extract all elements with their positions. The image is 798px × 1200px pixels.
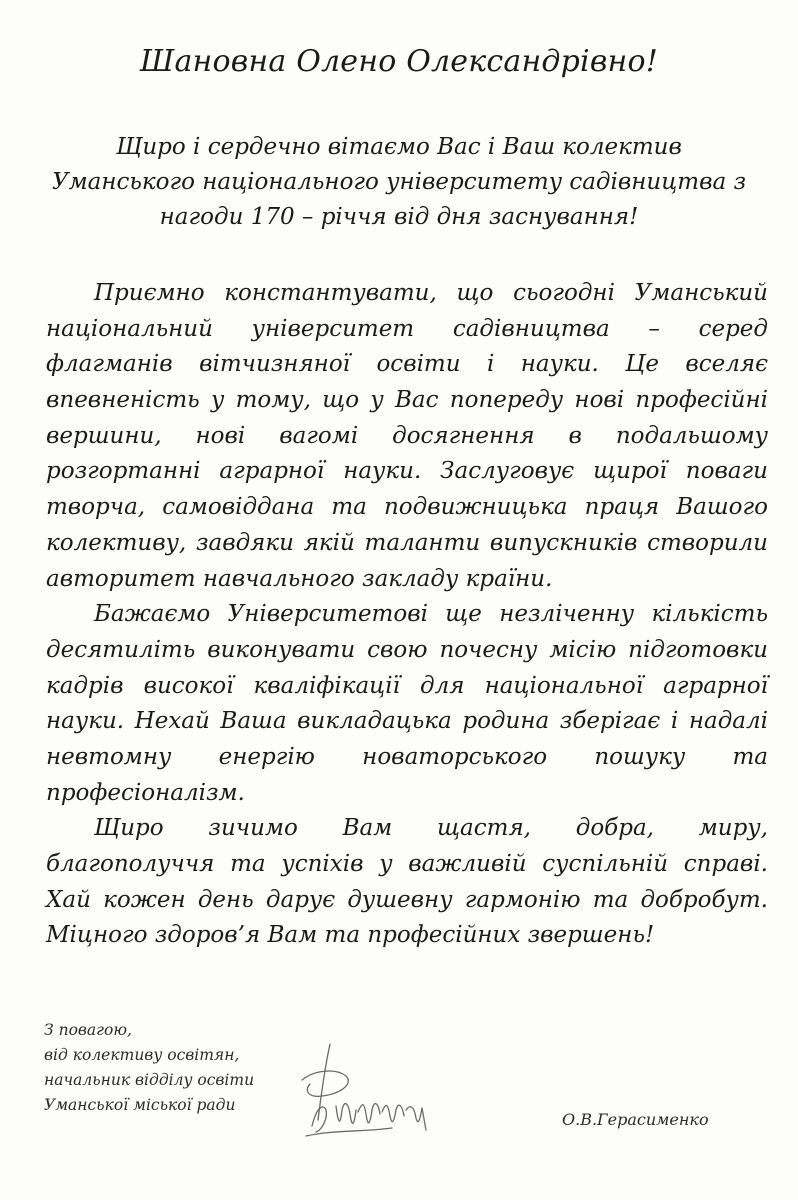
body-line: авторитет навчального закладу країни. bbox=[46, 565, 553, 592]
body-line: кадрів високої кваліфікації для національної аграрної bbox=[46, 672, 768, 699]
signer-name: О.В.Герасименко bbox=[562, 1110, 709, 1129]
intro-line: Щиро і сердечно вітаємо Вас і Ваш колектив bbox=[116, 134, 682, 160]
intro-line: Уманського національного університету садівництва з bbox=[51, 169, 747, 195]
body-line: вершини, нові вагомі досягнення в подальшому bbox=[46, 422, 768, 449]
body-line: благополуччя та успіхів у важливій суспільній справі. bbox=[46, 851, 768, 877]
intro-line: нагоди 170 – річчя від дня заснування! bbox=[159, 204, 639, 230]
closing-line: начальник відділу освіти bbox=[44, 1071, 255, 1089]
letter-body bbox=[46, 276, 768, 954]
body-line: Приємно константувати, що сьогодні Уманський bbox=[94, 280, 768, 306]
body-line: Бажаємо Університетові ще незліченну кількість bbox=[94, 601, 768, 628]
body-line: невтомну енергію новаторського пошуку та bbox=[46, 743, 768, 770]
body-line: Хай кожен день дарує душевну гармонію та добробут. bbox=[46, 886, 768, 913]
body-line: творча, самовіддана та подвижницька праця Вашого bbox=[46, 494, 768, 521]
body-line: флагманів вітчизняної освіти і науки. Це вселяє bbox=[46, 351, 768, 378]
body-line: Міцного здоров’я Вам та професійних звершень! bbox=[46, 922, 655, 949]
closing-line: З повагою, bbox=[44, 1021, 132, 1039]
closing-line: Уманської міської ради bbox=[44, 1096, 236, 1114]
letter-greeting: Шановна Олено Олександрівно! bbox=[140, 44, 658, 79]
body-line: національний університет садівництва – серед bbox=[46, 315, 768, 342]
body-line: розгортанні аграрної науки. Заслуговує щирої поваги bbox=[46, 458, 768, 485]
body-line: колективу, завдяки якій таланти випускників створили bbox=[46, 529, 768, 556]
letter-intro bbox=[40, 130, 758, 235]
letter-closing bbox=[44, 1018, 254, 1118]
body-line: десятиліть виконувати свою почесну місію підготовки bbox=[46, 636, 768, 663]
body-line: впевненість у тому, що у Вас попереду нові професійні bbox=[46, 387, 768, 414]
handwritten-signature bbox=[292, 1040, 452, 1140]
body-line: професіоналізм. bbox=[46, 779, 245, 806]
body-line: науки. Нехай Ваша викладацька родина зберігає і надалі bbox=[46, 708, 768, 735]
body-line: Щиро зичимо Вам щастя, добра, миру, bbox=[94, 815, 768, 842]
closing-line: від колективу освітян, bbox=[44, 1046, 240, 1064]
